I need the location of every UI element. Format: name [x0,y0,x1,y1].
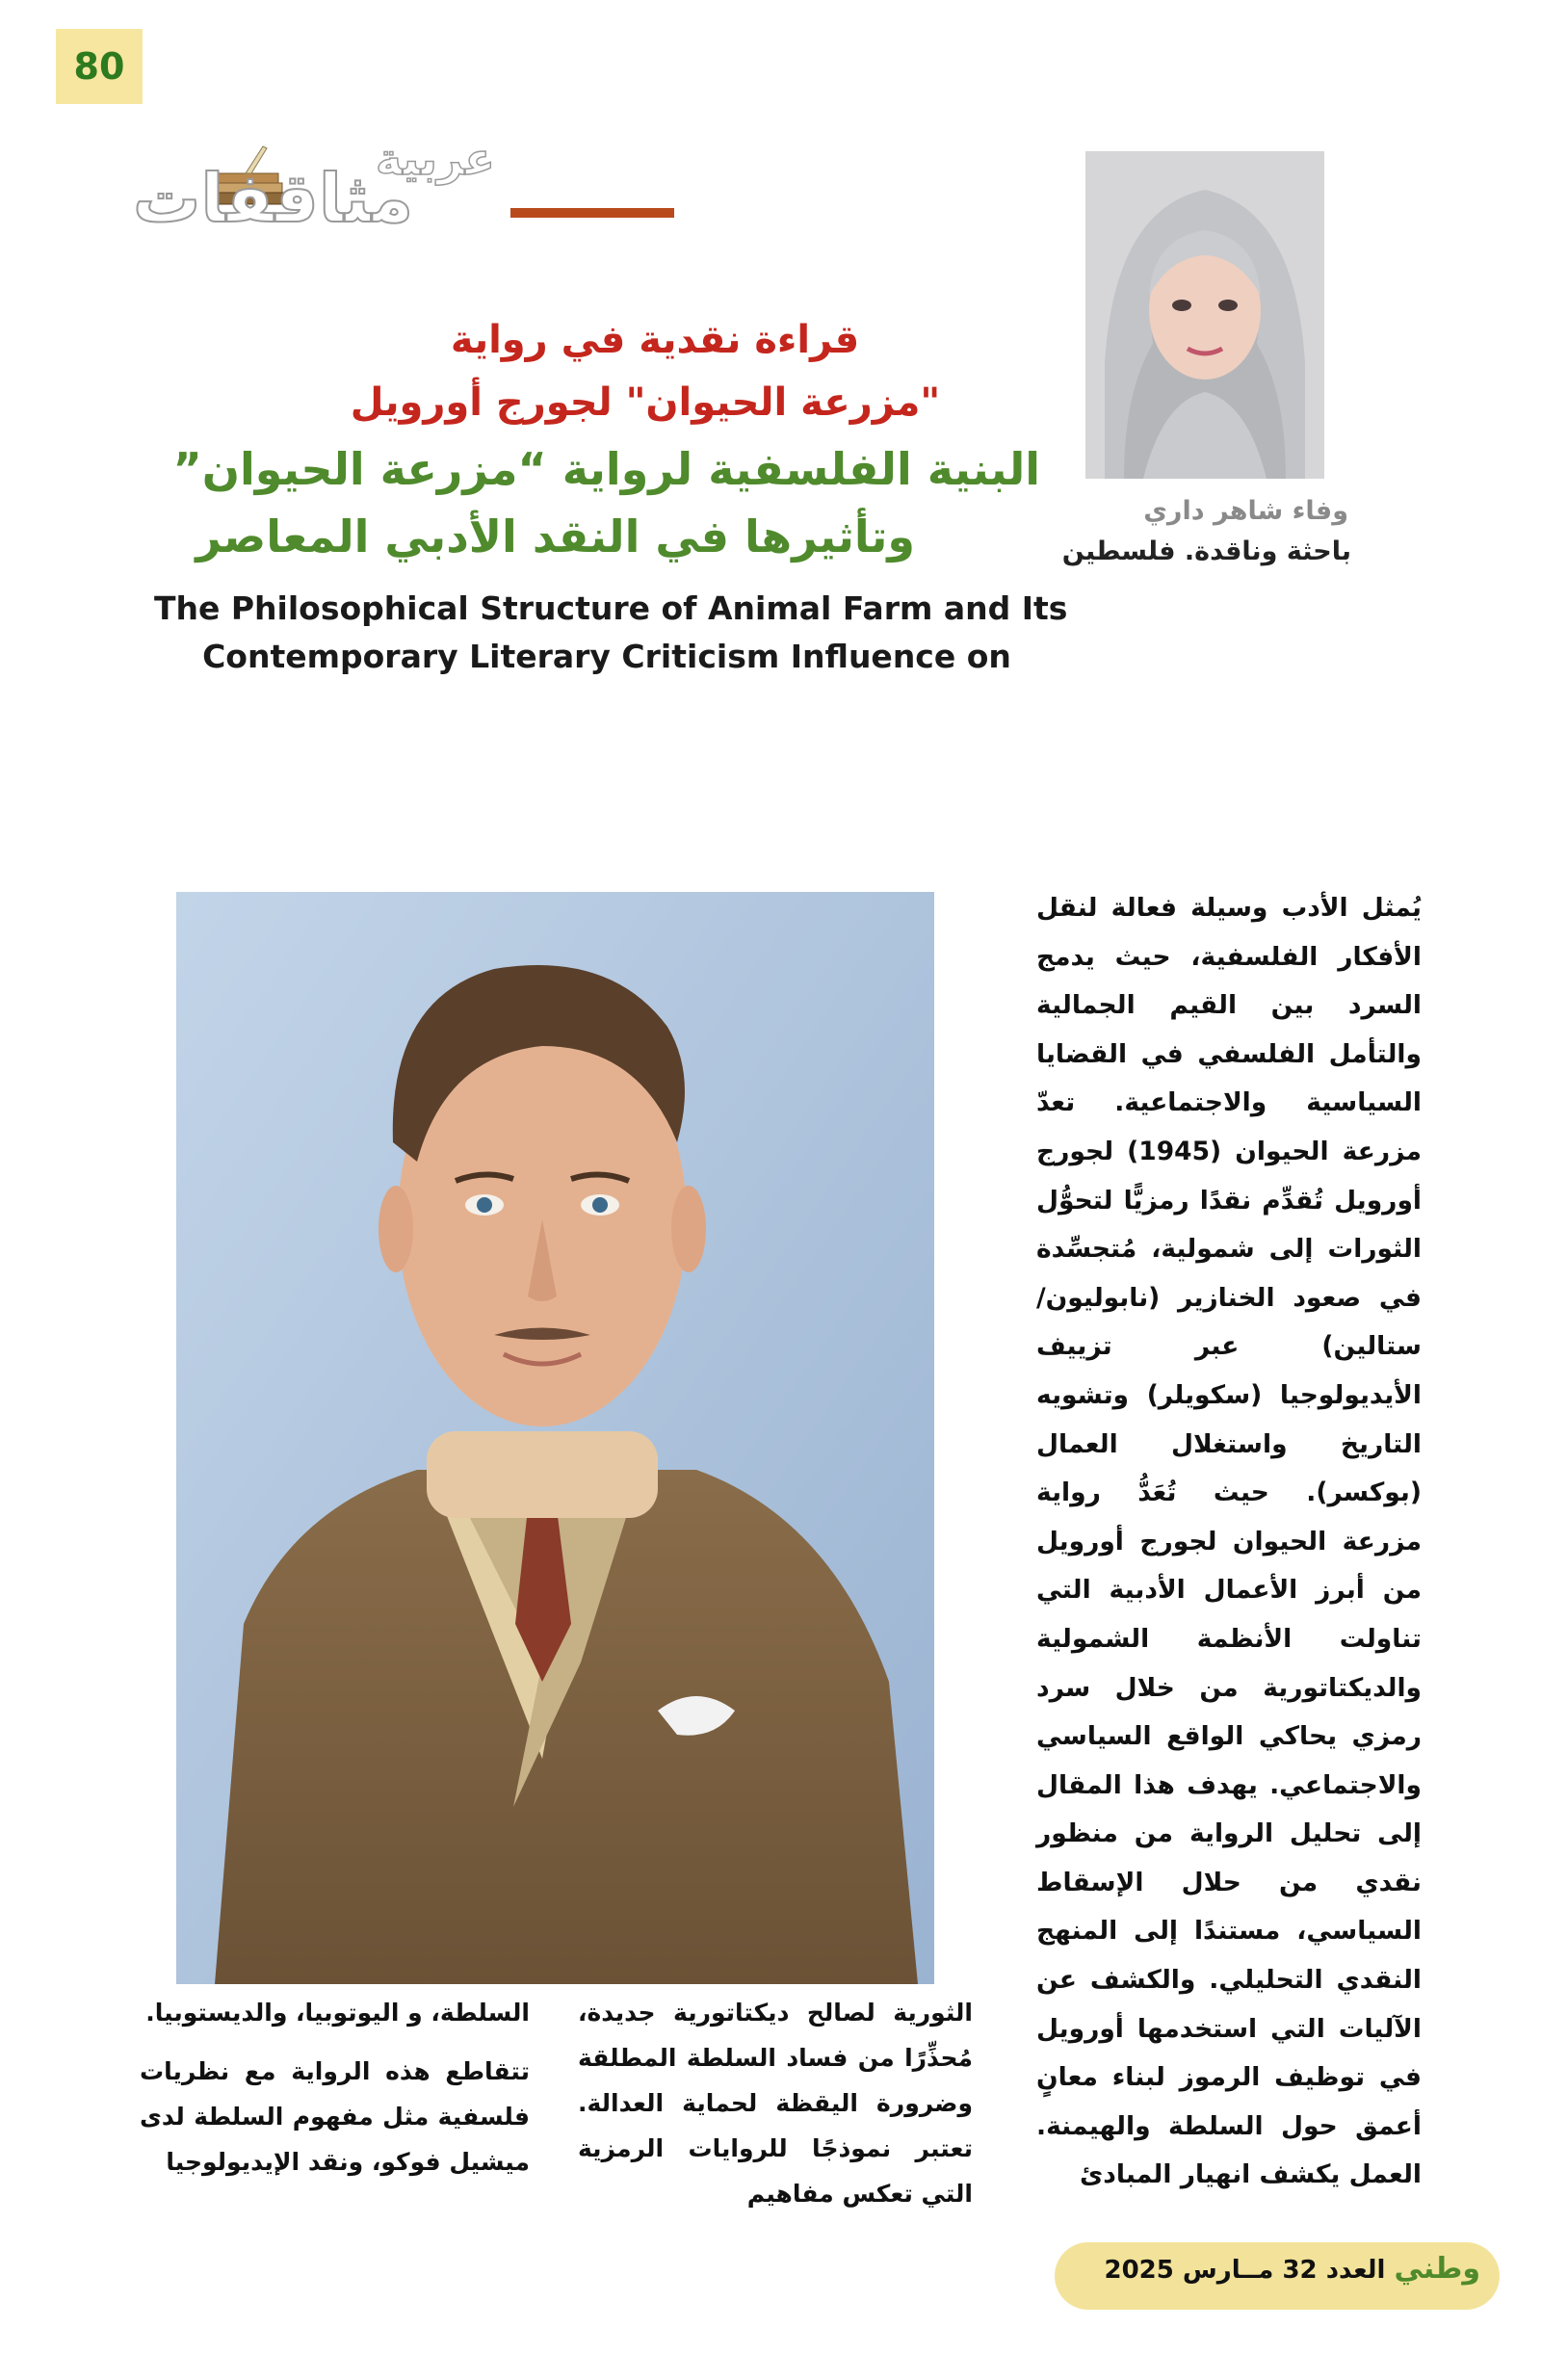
left-column-paragraph-1: السلطة، و اليوتوبيا، والديستوبيا. [145,1999,530,2027]
article-middle-column: الثورية لصالح ديكتاتورية جديدة، مُحذِّرًا من فساد السلطة المطلقة وضرورة اليقظة لحماية العدالة. تعتبر نموذجًا للروايات الرمزية التي تعكس مفاهيم [578,1999,973,2208]
page-number: 80 [56,29,143,104]
logo-line [510,208,674,218]
left-column-paragraph-2: تتقاطع هذه الرواية مع نظريات فلسفية مثل مفهوم السلطة لدى ميشيل فوكو، ونقد الإيديولوجيا [140,2057,530,2176]
title-en-line1: The Philosophical Structure of Animal Farm and Its [154,589,1068,627]
footer-issue: العدد 32 مــارس 2025 [1104,2256,1386,2285]
orwell-portrait [176,892,934,1984]
logo-word: مثاقفات [133,159,414,238]
author-role: باحثة وناقدة. فلسطين [1061,536,1351,566]
footer [1055,2242,1500,2310]
title-ar-line3: البنية الفلسفية لرواية “مزرعة الحيوان” [172,443,1040,495]
article-main-column: يُمثل الأدب وسيلة فعالة لنقل الأفكار الفلسفية، حيث يدمج السرد بين القيم الجمالية والتأمل الفلسفي في القضايا السياسية والاجتماعية. تعدّ مزرعة الحيوان (1945) لجورج أورويل تُقدِّم نقدًا رمزيًّا لتحوُّل الثورات إلى شمولية، مُتجسِّدة في صعود الخنازير (نابوليون/ستالين) عبر تزييف الأيديولوجيا (سكويلر) وتشويه التاريخ واستغلال العمال (بوكسر). حيث تُعَدُّ رواية مزرعة الحيوان لجورج أورويل من أبرز الأعمال الأدبية التي تناولت الأنظمة الشمولية والديكتاتورية من خلال سرد رمزي يحاكي الواقع السياسي والاجتماعي. يهدف هذا المقال إلى تحليل الرواية من منظور نقدي من حلال الإسقاط السياسي، مستندًا إلى المنهج النقدي التحليلي. والكشف عن الآليات التي استخدمها أورويل في توظيف الرموز لبناء معانٍ أعمق حول السلطة والهيمنة. العمل يكشف انهيار المبادئ [1036,893,1422,2190]
title-en-line2: Contemporary Literary Criticism Influence on [202,638,1011,675]
logo-sub: عربية [376,133,495,185]
author-name: وفاء شاهر داري [1143,496,1348,526]
footer-text [1105,2252,1481,2286]
title-ar-line4: وتأثيرها في النقد الأدبي المعاصر [196,510,915,562]
title-ar-line1: قراءة نقدية في رواية [450,318,860,362]
article-left-column [140,1990,530,2184]
footer-brand: وطني [1394,2252,1480,2286]
author-photo [1085,151,1324,479]
title-ar-line2: "مزرعة الحيوان" لجورج أورويل [350,380,941,425]
